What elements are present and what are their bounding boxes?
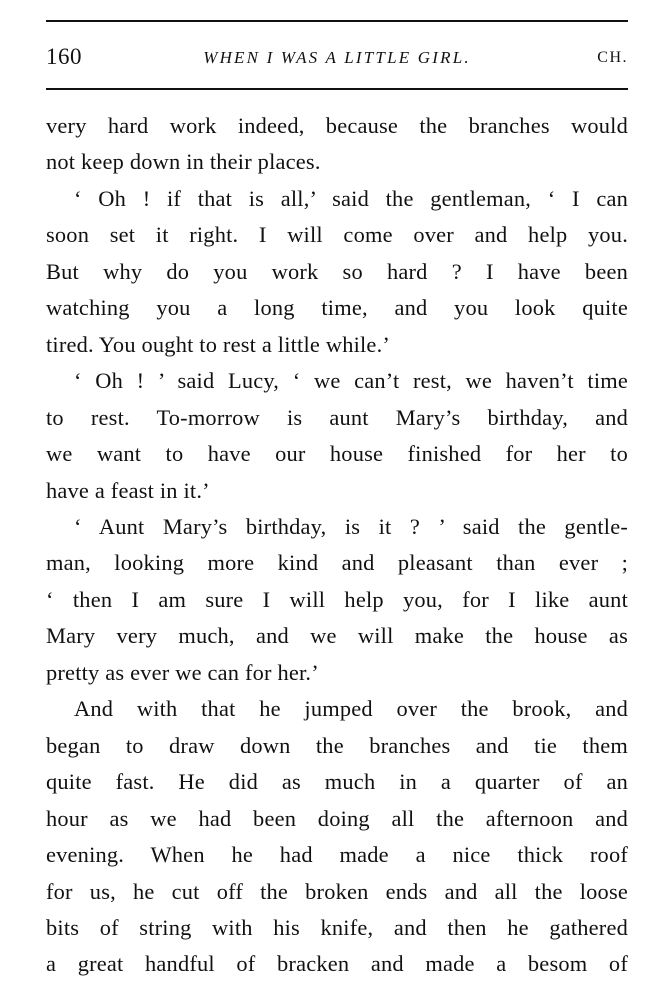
running-header	[46, 40, 628, 80]
text-line: quite fast. He did as much in a quarter of an	[46, 769, 628, 795]
body-text	[46, 108, 628, 983]
text-line: pretty as ever we can for her.’	[46, 659, 319, 685]
text-line: tired. You ought to rest a little while.’	[46, 331, 391, 357]
text-line: hour as we had been doing all the afternoon and	[46, 805, 628, 831]
text-line: bits of string with his knife, and then he gathered	[46, 914, 628, 940]
text-line: to rest. To-morrow is aunt Mary’s birthday, and	[46, 404, 628, 430]
text-line: soon set it right. I will come over and help you.	[46, 222, 628, 248]
text-line: very hard work indeed, because the branches would	[46, 113, 628, 138]
text-line: ‘ then I am sure I will help you, for I like aunt	[46, 586, 628, 612]
text-line: not keep down in their places.	[46, 149, 321, 175]
text-line: man, looking more kind and pleasant than ever ;	[46, 550, 628, 576]
text-line: we want to have our house finished for her to	[46, 441, 628, 467]
text-line: And with that he jumped over the brook, and	[74, 696, 628, 722]
text-line: evening. When he had made a nice thick roof	[46, 842, 628, 868]
header-rule	[46, 88, 628, 90]
page-number: 160	[46, 44, 82, 69]
chapter-abbreviation: CH.	[597, 49, 628, 66]
text-line: have a feast in it.’	[46, 477, 210, 503]
text-line: ‘ Aunt Mary’s birthday, is it ? ’ said the gentle-	[74, 513, 628, 539]
text-line: ‘ Oh ! ’ said Lucy, ‘ we can’t rest, we haven’t time	[74, 368, 628, 394]
top-rule	[46, 20, 628, 22]
text-line: Mary very much, and we will make the house as	[46, 623, 628, 649]
text-line: watching you a long time, and you look quite	[46, 295, 628, 321]
text-line: a great handful of bracken and made a besom of	[46, 951, 628, 977]
text-line: But why do you work so hard ? I have been	[46, 258, 628, 284]
text-line: ‘ Oh ! if that is all,’ said the gentleman, ‘ I can	[74, 185, 628, 211]
text-line: for us, he cut off the broken ends and all the loose	[46, 878, 628, 904]
running-title: WHEN I WAS A LITTLE GIRL.	[203, 48, 471, 67]
text-line: began to draw down the branches and tie them	[46, 732, 628, 758]
